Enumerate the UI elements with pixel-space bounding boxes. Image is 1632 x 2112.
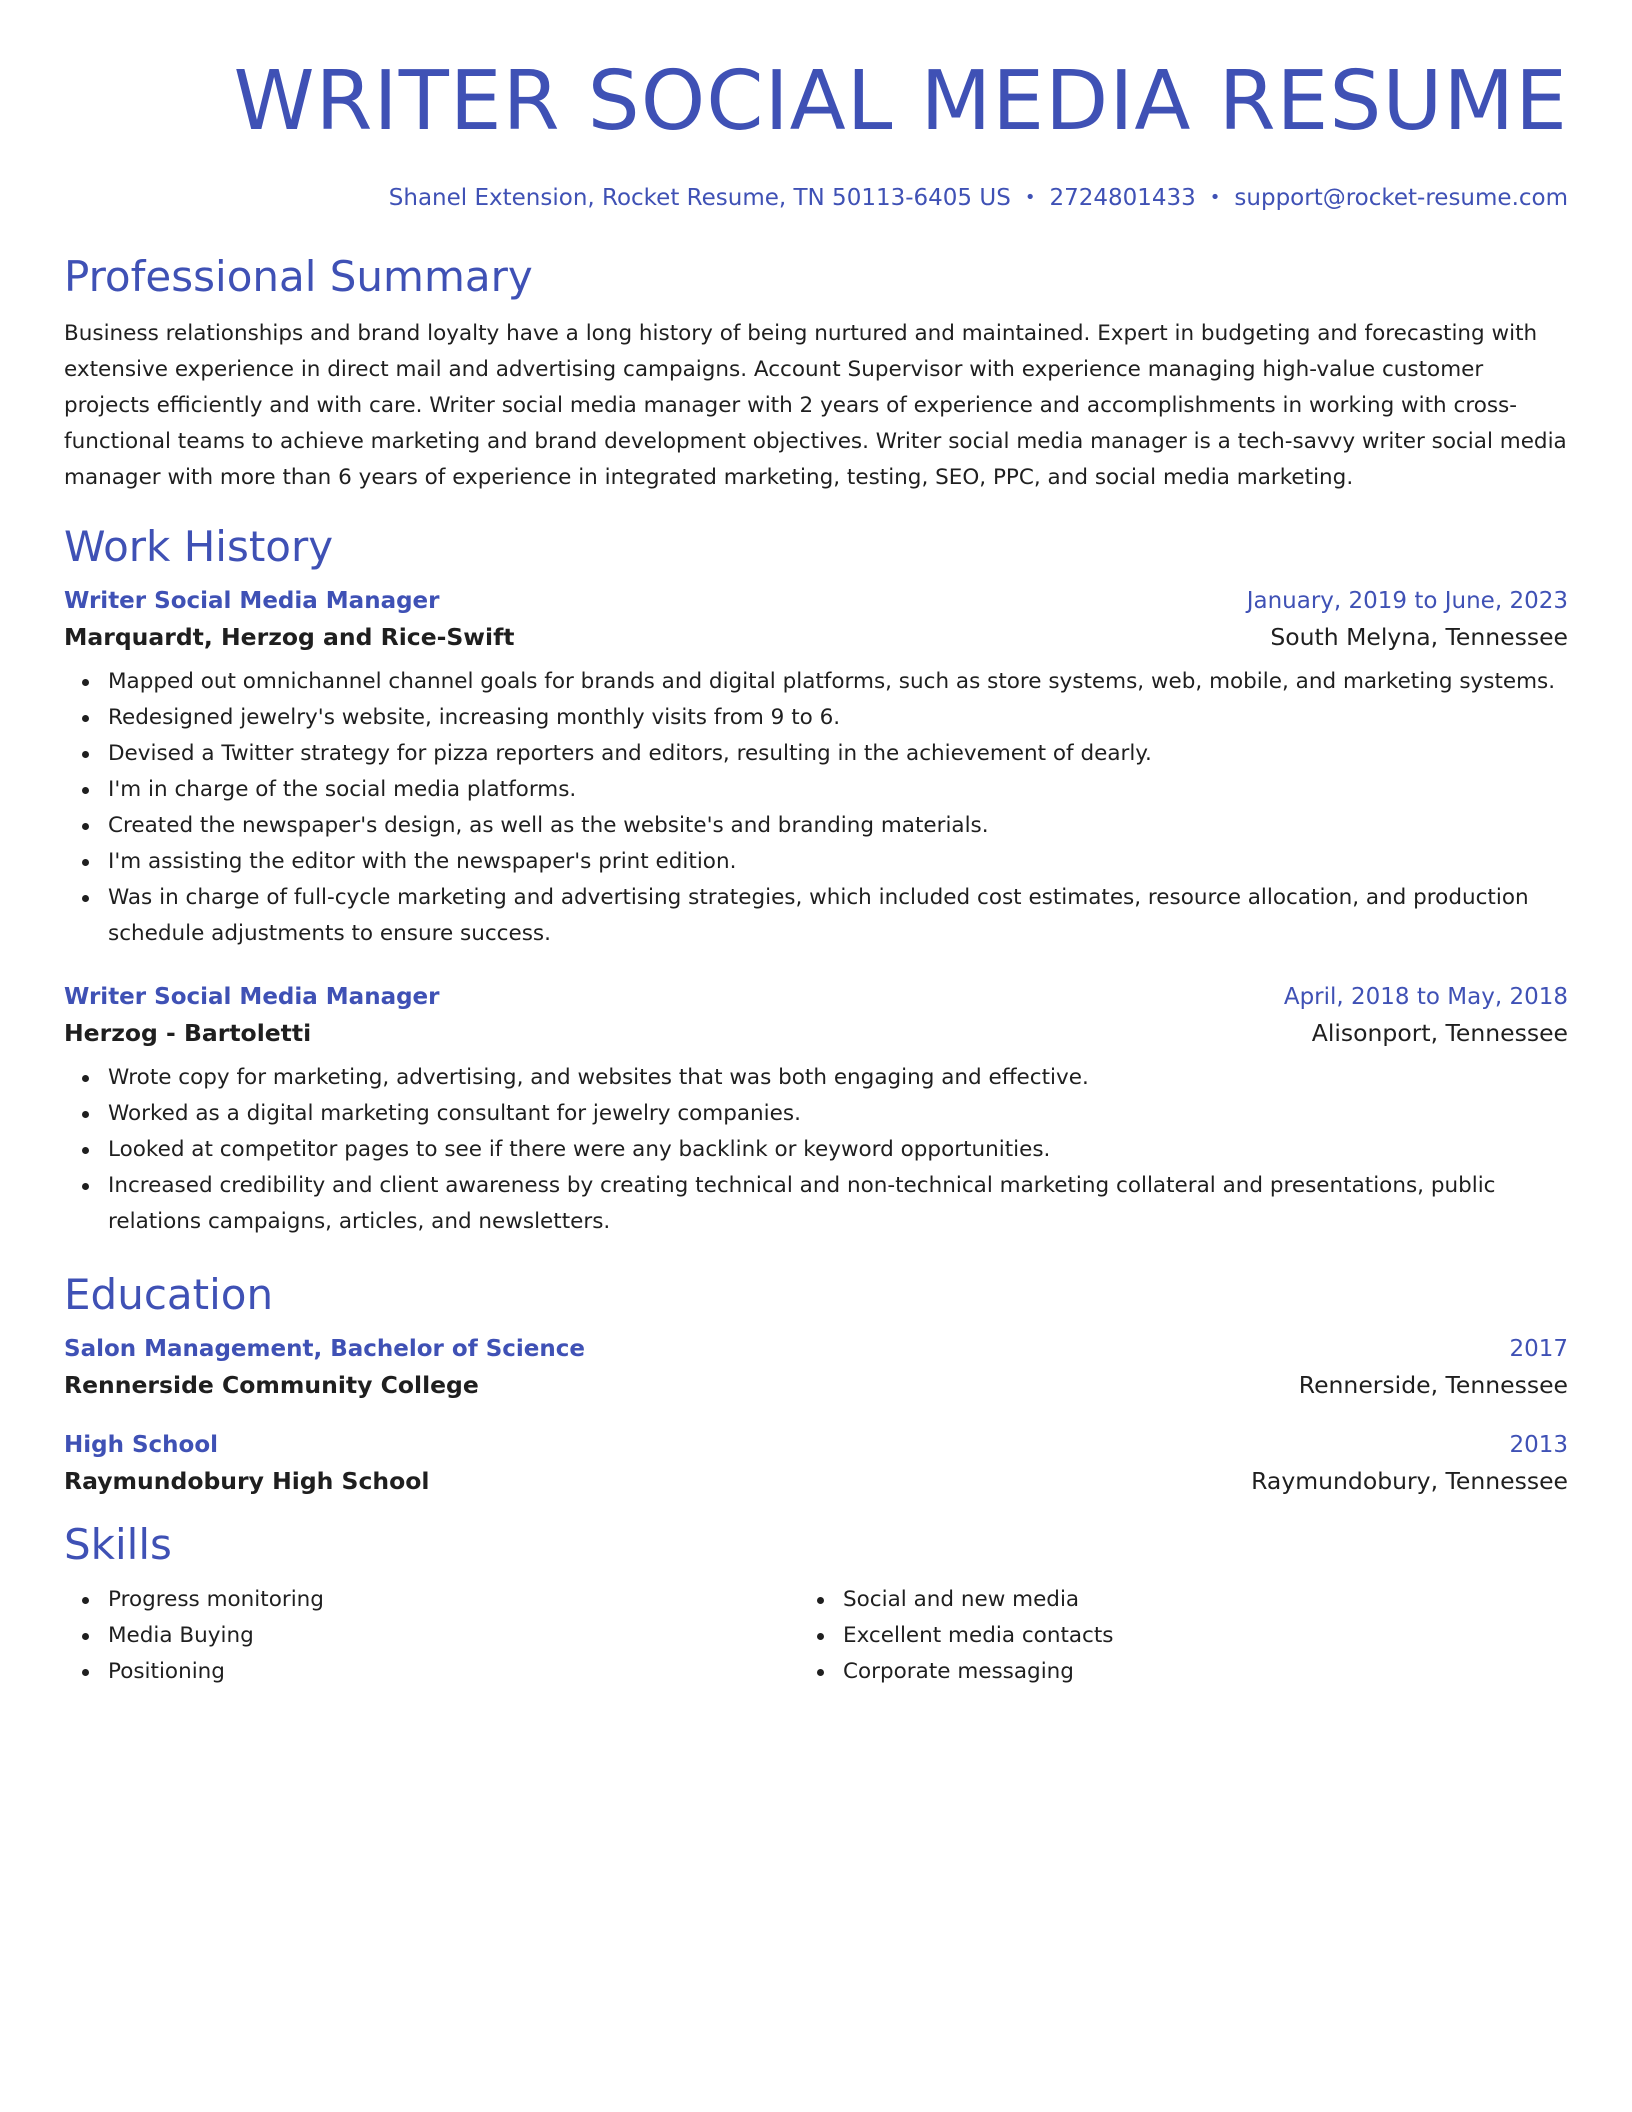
job-bullet: Increased credibility and client awareness by creating technical and non-technical marketing collateral and presentations, public relations campaigns, articles, and newsletters. [108,1168,1568,1240]
education-school: Raymundobury High School [64,1467,430,1495]
section-title-skills: Skills [64,1520,172,1569]
education-degree: Salon Management, Bachelor of Science [64,1336,585,1362]
skill-item: Media Buying [108,1618,799,1654]
job-bullet: Worked as a digital marketing consultant for jewelry companies. [108,1096,1568,1132]
contact-line [64,184,1568,212]
job-company-row [64,622,1568,652]
contact-separator: • [1209,187,1221,208]
job-location: South Melyna, Tennessee [1270,623,1568,651]
job-role: Writer Social Media Manager [64,984,440,1010]
job-bullet: I'm assisting the editor with the newspaper's print edition. [108,844,1568,880]
contact-address: Shanel Extension, Rocket Resume, TN 50113-6405 US [388,185,1011,211]
job-location: Alisonport, Tennessee [1311,1019,1568,1047]
job-dates: January, 2019 to June, 2023 [1246,588,1568,614]
job-entry [64,586,1568,952]
section-title-education: Education [64,1270,274,1319]
skills-column-left [64,1582,799,1690]
job-bullet: Mapped out omnichannel channel goals for brands and digital platforms, such as store systems, web, mobile, and marketing systems. [108,664,1568,700]
job-role: Writer Social Media Manager [64,588,440,614]
summary-text: Business relationships and brand loyalty have a long history of being nurtured and maintained. Expert in budgeting and forecasting with extensive experience in direct mail and advertising campaigns. Account Supervisor with experience managing high-value customer projects efficiently and with care. Writer social media manager with 2 years of experience and accomplishments in working with cross-functional teams to achieve marketing and brand development objectives. Writer social media manager is a tech-savvy writer social media manager with more than 6 years of experience in integrated marketing, testing, SEO, PPC, and social media marketing. [64,321,1567,490]
skills-grid [64,1582,1568,1690]
job-header-row [64,982,1568,1012]
job-bullet: Looked at competitor pages to see if there were any backlink or keyword opportunities. [108,1132,1568,1168]
job-bullet: Devised a Twitter strategy for pizza reporters and editors, resulting in the achievement of dearly. [108,736,1568,772]
education-school-row [64,1370,1568,1400]
skill-item: Corporate messaging [843,1654,1534,1690]
job-bullets [64,1060,1568,1240]
contact-email: support@rocket-resume.com [1234,185,1568,211]
skills-column-right [799,1582,1534,1690]
education-year: 2013 [1509,1432,1568,1458]
job-entry [64,982,1568,1240]
skill-item: Positioning [108,1654,799,1690]
education-entry [64,1430,1568,1496]
education-header-row [64,1334,1568,1364]
education-school-row [64,1466,1568,1496]
job-company: Herzog - Bartoletti [64,1019,312,1047]
job-bullet: Was in charge of full-cycle marketing and advertising strategies, which included cost estimates, resource allocation, and production schedule adjustments to ensure success. [108,880,1568,952]
job-bullet: I'm in charge of the social media platforms. [108,772,1568,808]
skill-item: Progress monitoring [108,1582,799,1618]
job-bullet: Wrote copy for marketing, advertising, and websites that was both engaging and effective. [108,1060,1568,1096]
contact-separator: • [1024,187,1036,208]
education-header-row [64,1430,1568,1460]
section-title-summary: Professional Summary [64,252,533,301]
job-bullets [64,664,1568,952]
education-entry [64,1334,1568,1400]
job-header-row [64,586,1568,616]
education-year: 2017 [1509,1336,1568,1362]
contact-phone: 2724801433 [1049,185,1196,211]
resume-name: WRITER SOCIAL MEDIA RESUME [233,54,1568,149]
education-degree: High School [64,1432,219,1458]
job-company-row [64,1018,1568,1048]
job-bullet: Created the newspaper's design, as well as the website's and branding materials. [108,808,1568,844]
job-company: Marquardt, Herzog and Rice-Swift [64,623,515,651]
education-school: Rennerside Community College [64,1371,479,1399]
section-title-work-history: Work History [64,522,334,571]
job-bullet: Redesigned jewelry's website, increasing monthly visits from 9 to 6. [108,700,1568,736]
skill-item: Excellent media contacts [843,1618,1534,1654]
education-location: Raymundobury, Tennessee [1251,1467,1568,1495]
skill-item: Social and new media [843,1582,1534,1618]
job-dates: April, 2018 to May, 2018 [1283,984,1568,1010]
education-location: Rennerside, Tennessee [1298,1371,1568,1399]
